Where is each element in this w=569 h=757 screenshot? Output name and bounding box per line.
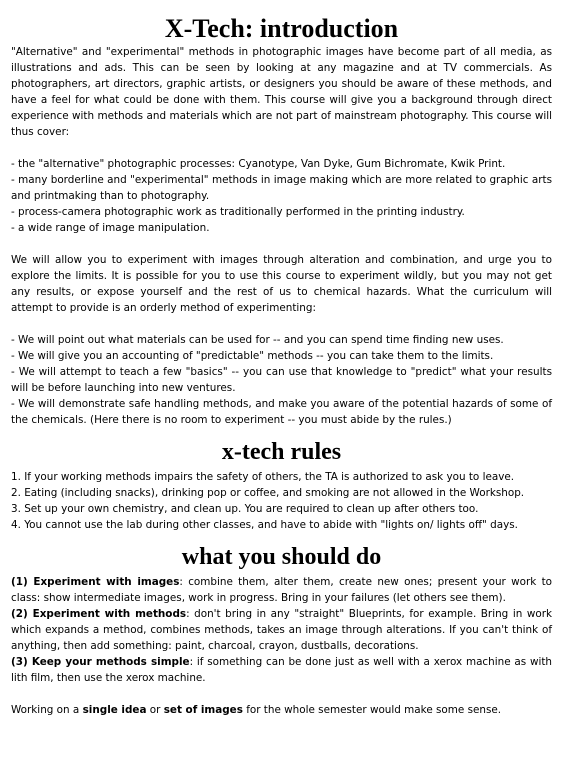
spacer xyxy=(11,140,552,156)
todo-label: (2) Experiment with methods xyxy=(11,608,187,620)
intro-paragraph: "Alternative" and "experimental" methods in photographic images have become part of all media, as illustrations and ads. This can be seen by looking at any magazine and at TV commercials. As photographers, art directors, graphic artists, or designers you should be aware of these methods, and have a feel for what could be done with them. This course will give you a background through direct experience with methods and materials which are not part of mainstream photography. This course will thus cover: xyxy=(11,46,552,138)
todo-item xyxy=(11,606,552,654)
todo-list xyxy=(11,574,552,686)
spacer xyxy=(11,236,552,252)
list-item: - the "alternative" photographic processes: Cyanotype, Van Dyke, Gum Bichromate, Kwik Print. xyxy=(11,158,506,170)
rule-item: 1. If your working methods impairs the safety of others, the TA is authorized to ask you to leave. xyxy=(11,471,515,483)
closing-bold: single idea xyxy=(82,704,147,716)
rule-item: 2. Eating (including snacks), drinking pop or coffee, and smoking are not allowed in the Workshop. xyxy=(11,487,525,499)
allow-paragraph: We will allow you to experiment with images through alteration and combination, and urge you to explore the limits. It is possible for you to use this course to experiment wildly, but you may not get any results, or expose yourself and the rest of us to chemical hazards. What the curriculum will attempt to provide is an orderly method of experimenting: xyxy=(11,254,552,314)
will-list xyxy=(11,332,552,428)
closing-text: or xyxy=(146,704,164,716)
page-title: X-Tech: introduction xyxy=(164,14,399,43)
todo-item xyxy=(11,574,552,606)
todo-item xyxy=(11,654,552,686)
rule-item: 3. Set up your own chemistry, and clean up. You are required to clean up after others too. xyxy=(11,503,479,515)
todo-heading: what you should do xyxy=(181,544,382,570)
spacer xyxy=(11,316,552,332)
todo-label: (3) Keep your methods simple xyxy=(11,656,190,668)
closing-bold: set of images xyxy=(163,704,243,716)
todo-label: (1) Experiment with images xyxy=(11,576,180,588)
list-item: - many borderline and "experimental" methods in image making which are more related to graphic arts and printmaking than to photography. xyxy=(11,174,552,202)
list-item: - process-camera photographic work as traditionally performed in the printing industry. xyxy=(11,206,465,218)
rules-list xyxy=(11,469,552,533)
closing-text: Working on a xyxy=(11,704,83,716)
list-item: - We will give you an accounting of "predictable" methods -- you can take them to the limits. xyxy=(11,350,494,362)
todo-text: : if something can be done just as well with a xerox machine as with lith film, then use the xerox machine. xyxy=(11,656,552,684)
list-item: - a wide range of image manipulation. xyxy=(11,222,210,234)
list-item: - We will point out what materials can be used for -- and you can spend time finding new uses. xyxy=(11,334,504,346)
cover-list xyxy=(11,156,552,236)
closing-text: for the whole semester would make some sense. xyxy=(242,704,502,716)
list-item: - We will attempt to teach a few "basics" -- you can use that knowledge to "predict" what your results will be before launching into new ventures. xyxy=(11,366,552,394)
spacer xyxy=(11,686,552,702)
list-item: - We will demonstrate safe handling methods, and make you aware of the potential hazards of some of the chemicals. (Here there is no room to experiment -- you must abide by the rules.) xyxy=(11,398,552,426)
rule-item: 4. You cannot use the lab during other classes, and have to abide with "lights on/ lights off" days. xyxy=(11,519,518,531)
todo-text: : don't bring in any "straight" Blueprints, for example. Bring in work which expands a method, combines methods, takes an image through alterations. If you can't think of anything, then add something: paint, charcoal, crayon, dustballs, decorations. xyxy=(11,608,552,652)
document-page xyxy=(11,14,552,718)
closing-paragraph xyxy=(11,702,552,718)
rules-heading: x-tech rules xyxy=(221,439,342,465)
todo-text: : combine them, alter them, create new ones; present your work to class: show intermediate images, work in progress. Bring in your failures (let others see them). xyxy=(11,576,553,604)
